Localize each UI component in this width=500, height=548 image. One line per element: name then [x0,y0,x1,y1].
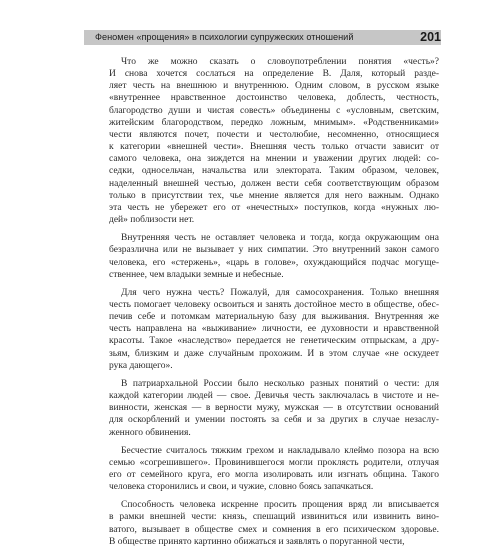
text-line: честь помогает человеку освоиться и занять достойное место в обществе, обес- [109,299,439,310]
text-line: самого человека, она зиждется на мнении и уважении других людей: со- [109,154,439,165]
text-line: безразлична или не вызывает у них симпатии. Это внутренний закон самого [109,245,439,256]
text-line: житейским благородством, передко ложным, мнимым». «Родственниками» [109,117,439,128]
text-line: только в присутствии тех, чье мнение является для него важным. Однако [109,190,439,201]
text-line: В патриархальной России было несколько разных понятий о чести: для [121,378,439,389]
paragraph [109,232,439,281]
page-number: 201 [420,30,441,44]
text-line: зьям, близким и даже случайным прохожим. И в этом случае «не оскудеет [109,348,439,359]
text-line: Для чего нужна честь? Пожалуй, для самосохранения. Только внешняя [121,287,439,298]
text-line: Бесчестие считалось тяжким грехом и накладывало клеймо позора на всю [121,445,439,456]
paragraph [109,445,439,494]
text-line: человека, его «стержень», «царь в голове», охуждающийся подчас могуще- [109,257,439,268]
text-line: дей» поблизости нет. [109,215,195,226]
text-line: человека сторонились и свои, и чужие, словно боясь запачкаться. [109,482,374,493]
text-line: В обществе принято картинно обижаться и заявлять о поруганной чести, [109,536,405,547]
paragraph [109,499,439,548]
text-line: ственнее, чем владыки земные и небесные. [109,269,284,280]
text-line: эта честь не убережет его от «нечестных» поступков, когда «нужных лю- [109,202,439,213]
text-line: его от семейного круга, его могла изолировать или изгнать община. Такого [109,470,439,480]
text-line: винности, женская — в верности мужу, мужская — в отсутствии оснований [109,403,439,414]
text-line: каждой категории людей — свое. Девичья честь заключалась в чистоте и не- [109,391,439,402]
text-line: И снова хочется сослаться на определение В. Даля, который разде- [109,69,439,80]
text-line: благородство души и чистая совесть» объединены с «условным, светским, [109,105,439,116]
running-title: Феномен «прощения» в психологии супружеских отношений [95,32,354,42]
text-line: Что же можно сказать о словоупотреблении понятия «честь»? [121,57,439,67]
text-line: ляет честь на внешнюю и внутреннюю. Одним словом, в русском языке [109,81,439,92]
text-line: седки, односельчан, начальства или электората. Таким образом, человек, [109,166,439,177]
text-line: наделенный внешней честью, должен вести себя соответствующим образом [109,178,439,189]
paragraph [109,378,439,439]
text-line: Внутренняя честь не оставляет человека и тогда, когда окружающим она [121,233,439,244]
text-line: в рамки внешней чести: князь, спешащий извиниться или извинить вино- [109,512,439,523]
text-line: женного обвинения. [109,427,191,438]
paragraph [109,56,439,226]
text-line: «внутреннее нравственное достоинство человека, доблесть, честность, [109,93,439,104]
text-line: ватого, вызывает в обществе смех и сомнения в его психическом здоровье. [109,524,439,535]
text-line: к категории «внешней чести». Внешняя честь только отчасти зависит от [109,142,439,153]
text-line: Способность человека искренне просить прощения вряд ли вписывается [121,500,439,511]
text-line: печив себе и потомкам материальную базу для выживания. Внутренняя же [109,312,439,323]
text-line: для оскорблений и умении постоять за себя и за других в случае незаслу- [109,415,439,426]
text-line: семью «согрешившего». Провинившегося могли проклясть родители, отлучая [109,457,439,468]
paragraph [109,287,439,372]
text-line: рука дающего». [109,360,173,371]
body-text [109,56,439,548]
text-line: красоты. Такое «наследство» передается не генетическим отпрыскам, а дру- [109,336,439,347]
text-line: честь направлена на «выживание» личности, ее духовности и нравственной [109,324,439,335]
text-line: чести являются почет, почести и честолюбие, несомненно, относящиеся [109,129,439,140]
